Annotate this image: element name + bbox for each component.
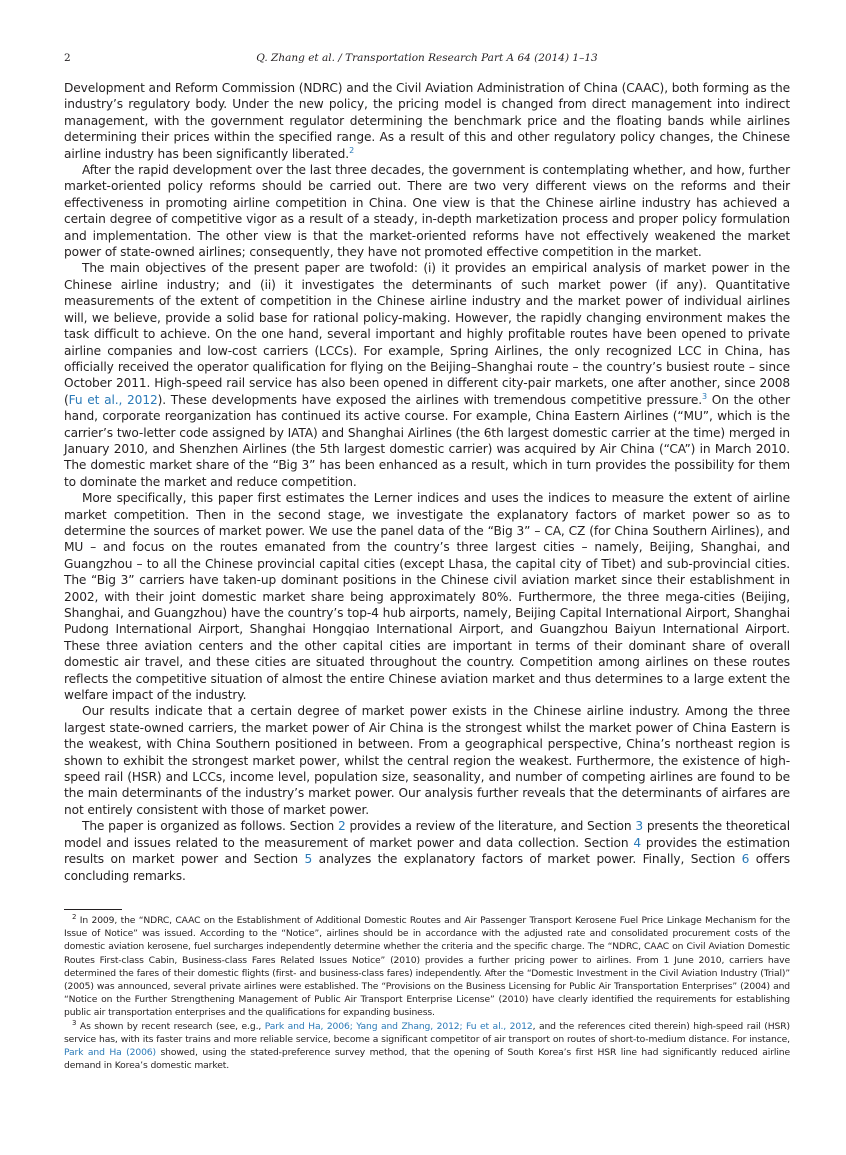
citation-link[interactable]: Fu et al., 2012 [68, 392, 158, 407]
paragraph-4: More specifically, this paper first estimates the Lerner indices and uses the indices to measure the extent of airline market competition. Then in the second stage, we investigate the explanatory factors of market power so as to determine the sources of market power. We use the panel data of the “Big 3” – CA, CZ (for China Southern Airlines), and MU – and focus on the routes emanated from the country’s three largest cities – namely, Beijing, Shanghai, and Guangzhou – to all the Chinese provincial capital cities (except Lhasa, the capital city of Tibet) and sub-provincial cities. The “Big 3” carriers have taken-up dominant positions in the Chinese civil aviation market since their establishment in 2002, with their joint domestic market share being approximately 80%. Furthermore, the three mega-cities (Beijing, Shanghai, and Guangzhou) have the country’s top-4 hub airports, namely, Beijing Capital International Airport, Shanghai Pudong International Airport, Shanghai Hongqiao International Airport, and Guangzhou Baiyun International Airport. These three aviation centers and the other capital cities are important in terms of their dominant share of overall domestic air travel, and these cities are situated throughout the country. Competition among airlines on these routes reflects the competitive situation of almost the entire Chinese aviation market and thus determines to a large extent the welfare impact of the industry. [64, 491, 790, 703]
paragraph-text: Development and Reform Commission (NDRC) and the Civil Aviation Administration of China (CAAC), both forming as the industry’s regulatory body. Under the new policy, the pricing model is changed from direct management into indirect management, with the government regulator determining the benchmark price and the floating bands while airlines determining their prices within the specified range. As a result of this and other regulatory policy changes, the Chinese airline industry has been significantly liberated. [64, 81, 790, 161]
footnotes [64, 914, 790, 1072]
footnote-marker: 2 [72, 913, 77, 921]
footnote-3 [64, 1020, 790, 1073]
citation-link[interactable]: Park and Ha (2006) [64, 1047, 156, 1059]
footnote-divider [64, 909, 122, 910]
running-header [64, 52, 790, 68]
citation-link[interactable]: Park and Ha, 2006; Yang and Zhang, 2012; Fu et al., 2012 [264, 1020, 533, 1032]
paragraph-text: On the other hand, corporate reorganization has continued its active course. For example, China Eastern Airlines (“MU”, which is the carrier’s two-letter code assigned by IATA) and Shanghai Airlines (the 6th largest domestic carrier at the time) merged in January 2010, and Shenzhen Airlines (the 5th largest domestic carrier) was acquired by Air China (“CA”) in March 2010. The domestic market share of the “Big 3” has been enhanced as a result, which in turn provides the possibility for them to dominate the market and reduce competition. [64, 392, 790, 489]
footnote-text: , and the references cited therein) high-speed rail (HSR) service has, with its faster trains and more reliable service, become a significant competitor of air transport on routes of short-to-medium distance. For instance, [64, 1020, 790, 1045]
article-body [64, 80, 790, 884]
section-link-3[interactable]: 3 [635, 819, 643, 834]
paragraph-text: presents the theoretical model and issues related to the measurement of market power and data collection. Section [64, 819, 790, 850]
section-link-5[interactable]: 5 [304, 852, 313, 867]
paragraph-text: provides the estimation results on market power and Section [64, 835, 790, 867]
running-title: Q. Zhang et al. / Transportation Research Part A 64 (2014) 1–13 [256, 52, 598, 64]
paragraph-6 [64, 818, 790, 884]
paragraph-text: ). These developments have exposed the airlines with tremendous competitive pressure. [157, 392, 702, 407]
footnote-text: In 2009, the “NDRC, CAAC on the Establishment of Additional Domestic Routes and Air Passenger Transport Kerosene Fuel Price Linkage Mechanism for the Issue of Notice” was issued. According to the “Notice”, airlines should be in accordance with the adjusted rate and consolidated procurement costs of the domestic aviation kerosene, fuel surcharges independently determine whether the criteria and the specific charge. The “NDRC, CAAC on Civil Aviation Domestic Routes First-class Cabin, Business-class Fares Related Issues Notice” (2010) provides a further pricing power to airlines. From 1 June 2010, carriers have determined the fares of their domestic flights (first- and business-class fares) independently. After the “Domestic Investment in the Civil Aviation Industry (Trial)” (2005) was announced, several private airlines were established. The “Provisions on the Business Licensing for Public Air Transportation Enterprises” (2004) and “Notice on the Further Strengthening Management of Public Air Transport Enterprise License” (2010) have clearly identified the requirements for establishing public air transportation enterprises and the qualifications for expanding business. [64, 915, 790, 1019]
paragraph-1 [64, 80, 790, 162]
section-link-6[interactable]: 6 [741, 852, 750, 867]
paragraph-text: analyzes the explanatory factors of market power. Finally, Section [312, 852, 742, 867]
footnote-ref-2[interactable]: 2 [349, 145, 355, 155]
paragraph-text: The paper is organized as follows. Section [82, 819, 338, 834]
paragraph-text: The main objectives of the present paper are twofold: (i) it provides an empirical analysis of market power in the Chinese airline industry; and (ii) it investigates the determinants of such market power (if any). Quantitative measurements of the extent of competition in the Chinese airline industry and the market power of individual airlines will, we believe, provide a solid base for rational policy-making. However, the rapidly changing environment makes the task difficult to achieve. On the one hand, several important and highly profitable routes have been opened to private airline companies and low-cost carriers (LCCs). For example, Spring Airlines, the only recognized LCC in China, has officially received the operator qualification for flying on the Beijing–Shanghai route – the country’s busiest route – since October 2011. High-speed rail service has also been opened in different city-pair markets, one after another, since 2008 ( [64, 261, 790, 407]
footnote-text: As shown by recent research (see, e.g., [76, 1020, 265, 1032]
footnote-text: showed, using the stated-preference survey method, that the opening of South Korea’s first HSR line had significantly reduced airline demand in Korea’s domestic market. [64, 1047, 790, 1072]
footnote-2 [64, 914, 790, 1020]
paragraph-text: offers concluding remarks. [64, 852, 790, 883]
footnote-marker: 3 [72, 1018, 77, 1027]
section-link-2[interactable]: 2 [337, 819, 346, 834]
paragraph-3 [64, 260, 790, 490]
paragraph-5: Our results indicate that a certain degree of market power exists in the Chinese airline industry. Among the three largest state-owned carriers, the market power of Air China is the strongest whilst the market power of China Eastern is the weakest, with China Southern positioned in between. From a geographical perspective, China’s northeast region is shown to exhibit the strongest market power, whilst the central region the weakest. Furthermore, the existence of high-speed rail (HSR) and LCCs, income level, population size, seasonality, and number of competing airlines are found to be the main determinants of the industry’s market power. Our analysis further reveals that the determinants of airfares are not entirely consistent with those of market power. [64, 704, 790, 817]
paragraph-text: provides a review of the literature, and Section [345, 819, 636, 834]
footnote-ref-3[interactable]: 3 [702, 391, 707, 401]
paragraph-2: After the rapid development over the last three decades, the government is contemplating whether, and how, further market-oriented policy reforms should be carried out. There are two very different views on the reforms and their effectiveness in promoting airline competition in China. One view is that the Chinese airline industry has achieved a certain degree of competitive vigor as a result of a steady, in-depth marketization process and proper policy formulation and implementation. The other view is that the market-oriented reforms have not effectively weakened the market power of state-owned airlines; consequently, they have not promoted effective competition in the market. [64, 163, 790, 260]
page-number: 2 [64, 52, 71, 64]
section-link-4[interactable]: 4 [633, 835, 641, 850]
